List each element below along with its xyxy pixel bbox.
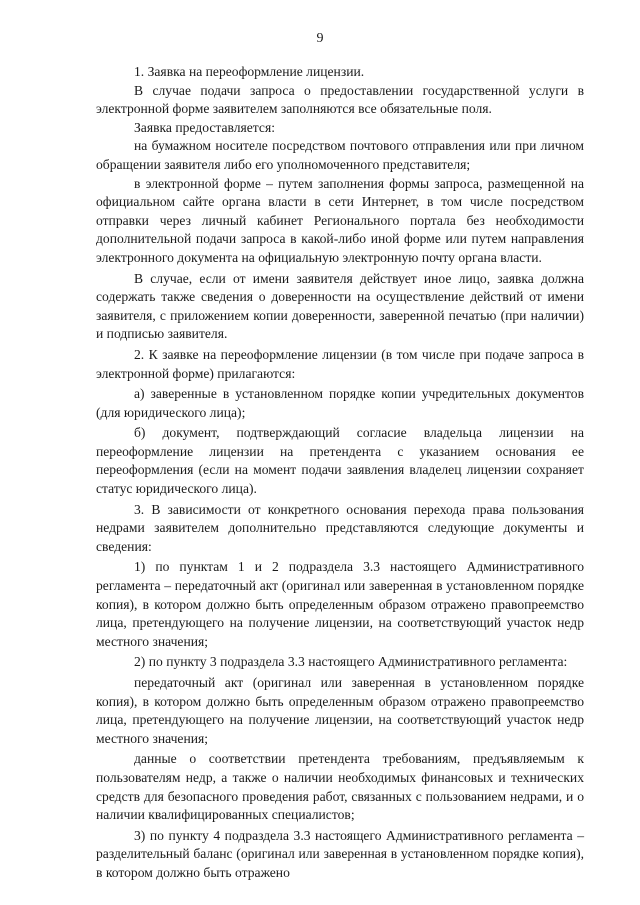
paragraph: Заявка предоставляется: [134,119,275,135]
paragraph: 2. К заявке на переоформление лицензии (в том числе при подаче запроса в электронной форме) прилагаются: [96,346,584,381]
paragraph: б) документ, подтверждающий согласие владельца лицензии на переоформление лицензии на претендента с указанием основания ее переоформления (если на момент подачи заявления владелец лицензии сохраняет статус юридического лица). [96,425,584,497]
paragraph: данные о соответствии претендента требованиям, предъявляемым к пользователям недр, а также о наличии необходимых финансовых и технических средств для безопасного проведения работ, связанных с пользованием недрами, и о наличии квалифицированных специалистов; [96,751,584,823]
paragraph: передаточный акт (оригинал или заверенная в установленном порядке копия), в котором должно быть определенным образом отражено правопреемство лица, претендующего на получение лицензии, на соответствующий участок недр местного значения; [96,675,584,746]
paragraph: 3. В зависимости от конкретного основания перехода права пользования недрами заявителем дополнительно представляются следующие документы и сведения: [96,501,584,554]
paragraph: 2) по пункту 3 подраздела 3.3 настоящего Административного регламента: [134,654,568,670]
document-body [96,63,584,883]
paragraph: 1. Заявка на переоформление лицензии. [134,64,365,79]
paragraph: в электронной форме – путем заполнения формы запроса, размещенной на официальном сайте органа власти в сети Интернет, в том числе посредством отправки через личный кабинет Регионального портала без необходимости дополнительной подачи запроса в какой-либо иной форме или путем направления электронного документа на официальную электронную почту органа власти. [96,175,584,265]
paragraph: на бумажном носителе посредством почтового отправления или при личном обращении заявителя либо его уполномоченного представителя; [96,138,584,172]
paragraph: В случае, если от имени заявителя действует иное лицо, заявка должна содержать также сведения о доверенности на осуществление действий от имени заявителя, с приложением копии доверенности, заверенной печатью (при наличии) и подписью заявителя. [96,270,584,342]
paragraph: 3) по пункту 4 подраздела 3.3 настоящего Административного регламента – разделительный баланс (оригинал или заверенная в установленном порядке копия), в котором должно быть отражено [96,827,584,880]
paragraph: В случае подачи запроса о предоставлении государственной услуги в электронной форме заявителем заполняются все обязательные поля. [96,82,584,117]
paragraph: 1) по пунктам 1 и 2 подраздела 3.3 настоящего Административного регламента – передаточный акт (оригинал или заверенная в установленном порядке копия), в котором должно быть определенным образом отражено правопреемство лица, претендующего на получение лицензии, на соответствующий участок недр местного значения; [96,559,584,649]
page-number: 9 [316,31,324,46]
paragraph: а) заверенные в установленном порядке копии учредительных документов (для юридического лица); [96,386,584,420]
